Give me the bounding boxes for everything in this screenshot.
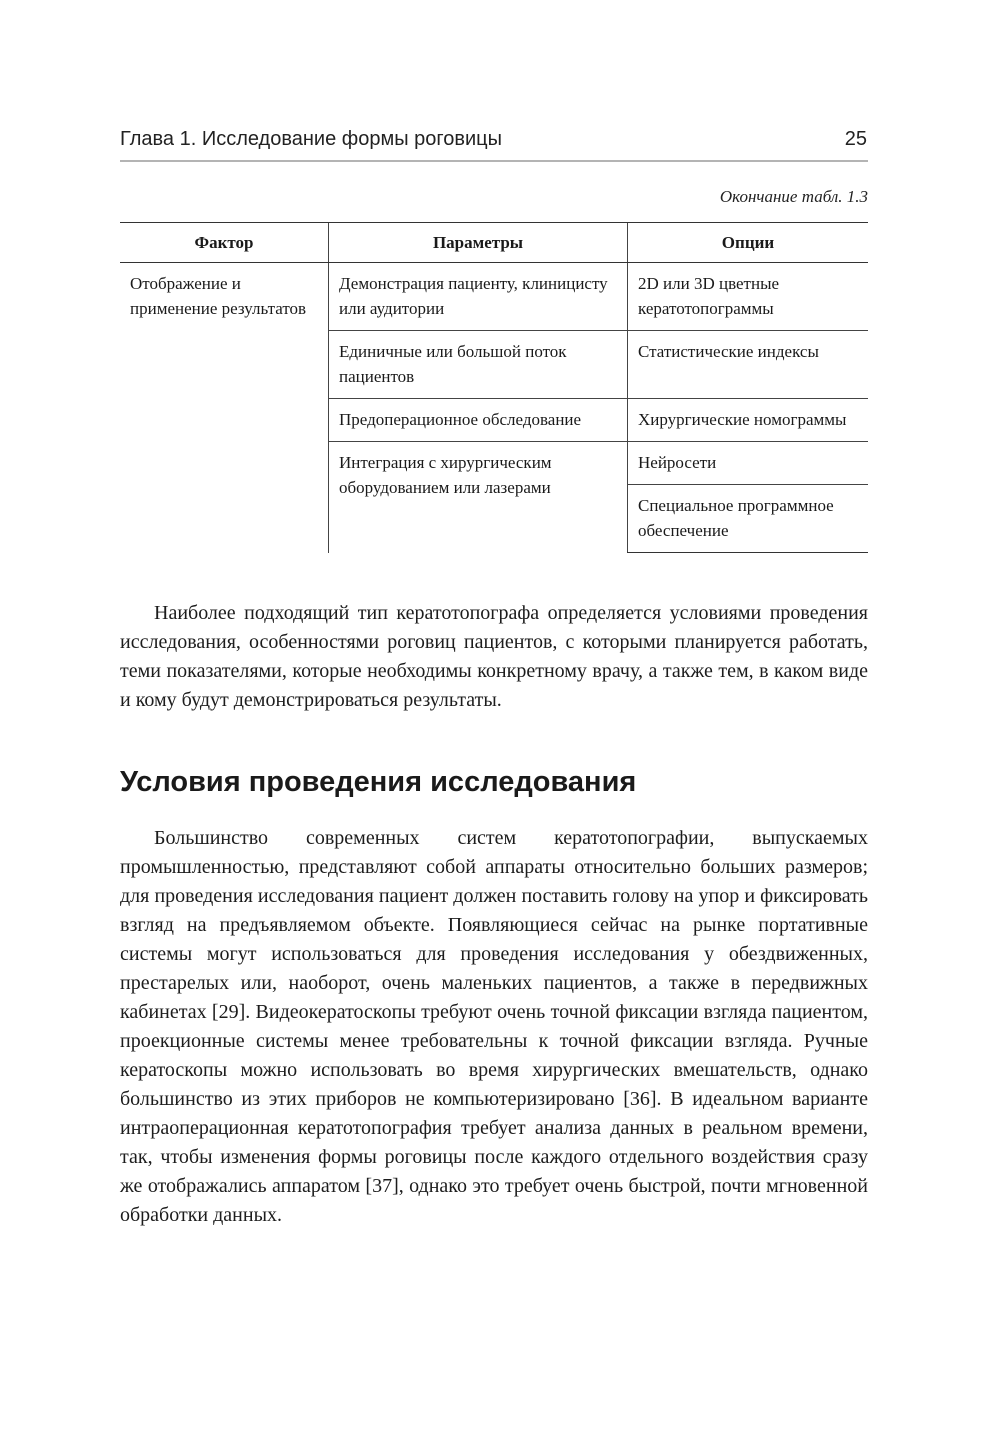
column-header-options: Опции [628,223,869,263]
column-header-factor: Фактор [120,223,329,263]
table-row [120,263,868,331]
chapter-title: Глава 1. Исследование формы роговицы [120,128,502,150]
page-number: 25 [844,128,867,150]
section-heading: Условия проведения исследования [120,766,637,798]
body-paragraph: Наиболее подходящий тип кератотопографа определяется условиями проведения исследования, особенностями роговиц пациентов, с которыми планируется работать, теми показателями, которые необходимы конкретному врачу, а также тем, в каком виде и кому будут демонстрироваться результаты. [120,602,868,711]
column-header-parameters: Параметры [329,223,628,263]
parameter-cell: Интеграция с хирургическим оборудованием или лазерами [329,442,628,553]
running-header [120,126,868,162]
options-cell: Нейросети [628,442,869,485]
table-header-row [120,223,868,263]
parameter-cell: Демонстрация пациенту, клиницисту или аудитории [329,263,628,331]
options-cell: Статистические индексы [628,331,869,399]
options-cell: Хирургические номограммы [628,399,869,442]
options-cell: Специальное программное обеспечение [628,485,869,553]
options-cell: 2D или 3D цветные кератотопограммы [628,263,869,331]
parameter-cell: Единичные или большой поток пациентов [329,331,628,399]
parameter-cell: Предоперационное обследование [329,399,628,442]
table-caption: Окончание табл. 1.3 [719,187,868,206]
body-paragraph: Большинство современных систем кератотопографии, выпускаемых промышленностью, представляют собой аппараты относительно больших размеров; для проведения исследования пациент должен поставить голову на упор и фиксировать взгляд на предъявляемом объекте. Появляющиеся сейчас на рынке портативные системы могут использоваться для проведения исследования у обездвиженных, престарелых или, наоборот, очень маленьких пациентов, а также в передвижных кабинетах [29]. Видеокератоскопы требуют очень точной фиксации взгляда пациентом, проекционные системы менее требовательны к точной фиксации взгляда. Ручные кератоскопы можно использовать во время хирургических вмешательств, однако большинство из этих приборов не компьютеризировано [36]. В идеальном варианте интраоперационная кератотопография требует анализа данных в реальном времени, так, чтобы изменения формы роговицы после каждого отдельного воздействия сразу же отображались аппаратом [37], однако это требует очень быстрой, почти мгновенной обработки данных. [120,827,868,1226]
factor-cell: Отображение и применение результатов [130,274,307,318]
parameters-table [120,222,868,553]
